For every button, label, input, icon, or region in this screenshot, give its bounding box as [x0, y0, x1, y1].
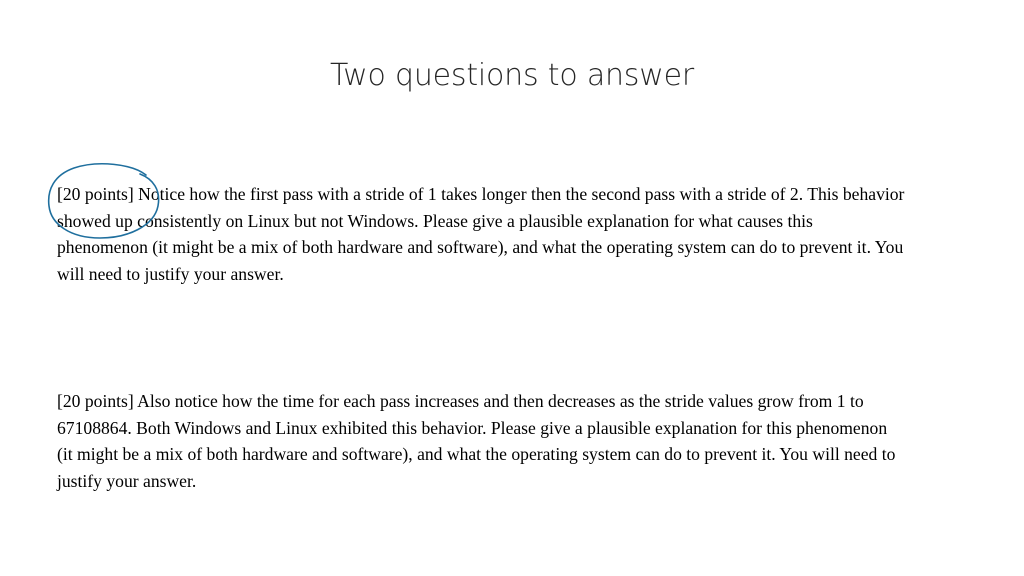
question-2-text: [20 points] Also notice how the time for each pass increases and then decreases as the stride values grow from 1 to 67108864. Both Windows and Linux exhibited this behavior. Please give a plausible explanation for this phenomenon (it might be a mix of both hardware and software), and what the operating system can do to prevent it. You will need to justify your answer.	[57, 391, 896, 491]
ink-circle-annotation	[40, 158, 170, 248]
ink-stroke	[49, 164, 159, 238]
slide-title: Two questions to answer	[330, 58, 694, 93]
question-1-text: [20 points] Notice how the first pass with a stride of 1 takes longer then the second pass with a stride of 2. This behavior showed up consistently on Linux but not Windows. Please give a plausible explanation for what causes this phenomenon (it might be a mix of both hardware and software), and what the operating system can do to prevent it. You will need to justify your answer.	[57, 184, 905, 284]
